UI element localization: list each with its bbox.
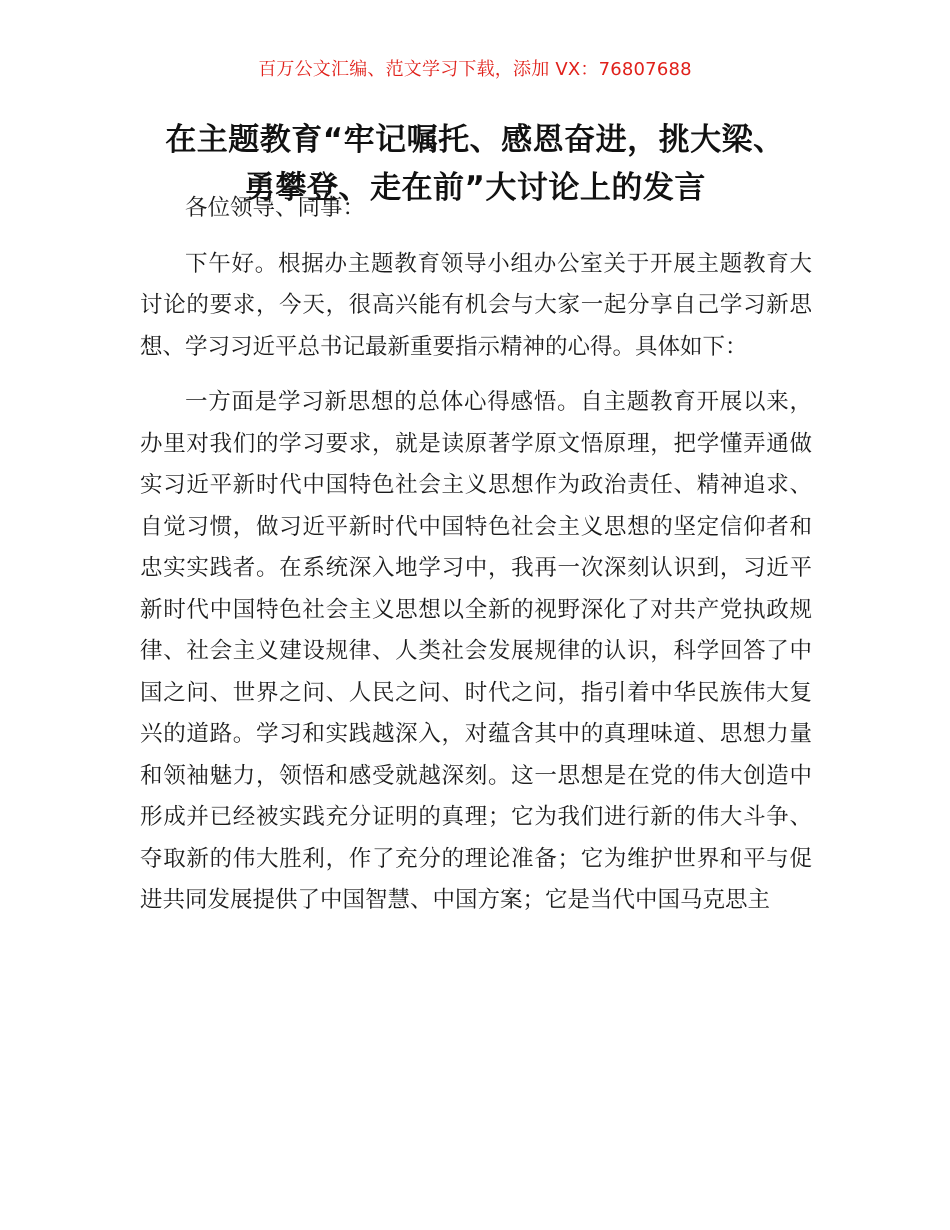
- document-body: [140, 188, 812, 922]
- paragraph-2: 一方面是学习新思想的总体心得感悟。自主题教育开展以来，办里对我们的学习要求，就是读原著学原文悟原理，把学懂弄通做实习近平新时代中国特色社会主义思想作为政治责任、精神追求、自觉习惯，做习近平新时代中国特色社会主义思想的坚定信仰者和忠实实践者。在系统深入地学习中，我再一次深刻认识到，习近平新时代中国特色社会主义思想以全新的视野深化了对共产党执政规律、社会主义建设规律、人类社会发展规律的认识，科学回答了中国之问、世界之问、人民之问、时代之问，指引着中华民族伟大复兴的道路。学习和实践越深入，对蕴含其中的真理味道、思想力量和领袖魅力，领悟和感受就越深刻。这一思想是在党的伟大创造中形成并已经被实践充分证明的真理；它为我们进行新的伟大斗争、夺取新的伟大胜利，作了充分的理论准备；它为维护世界和平与促进共同发展提供了中国智慧、中国方案；它是当代中国马克思主: [140, 389, 812, 913]
- header-watermark: 百万公文汇编、范文学习下载，添加 VX：76807688: [258, 59, 692, 80]
- paragraph-1: 下午好。根据办主题教育领导小组办公室关于开展主题教育大讨论的要求，今天，很高兴能有机会与大家一起分享自己学习新思想、学习习近平总书记最新重要指示精神的心得。具体如下：: [140, 250, 812, 360]
- title-line-1: 在主题教育“牢记嘱托、感恩奋进，挑大梁、: [165, 122, 785, 158]
- title-line-2: 勇攀登、走在前”大讨论上的发言: [244, 170, 706, 206]
- greeting: 各位领导、同事：: [185, 195, 366, 221]
